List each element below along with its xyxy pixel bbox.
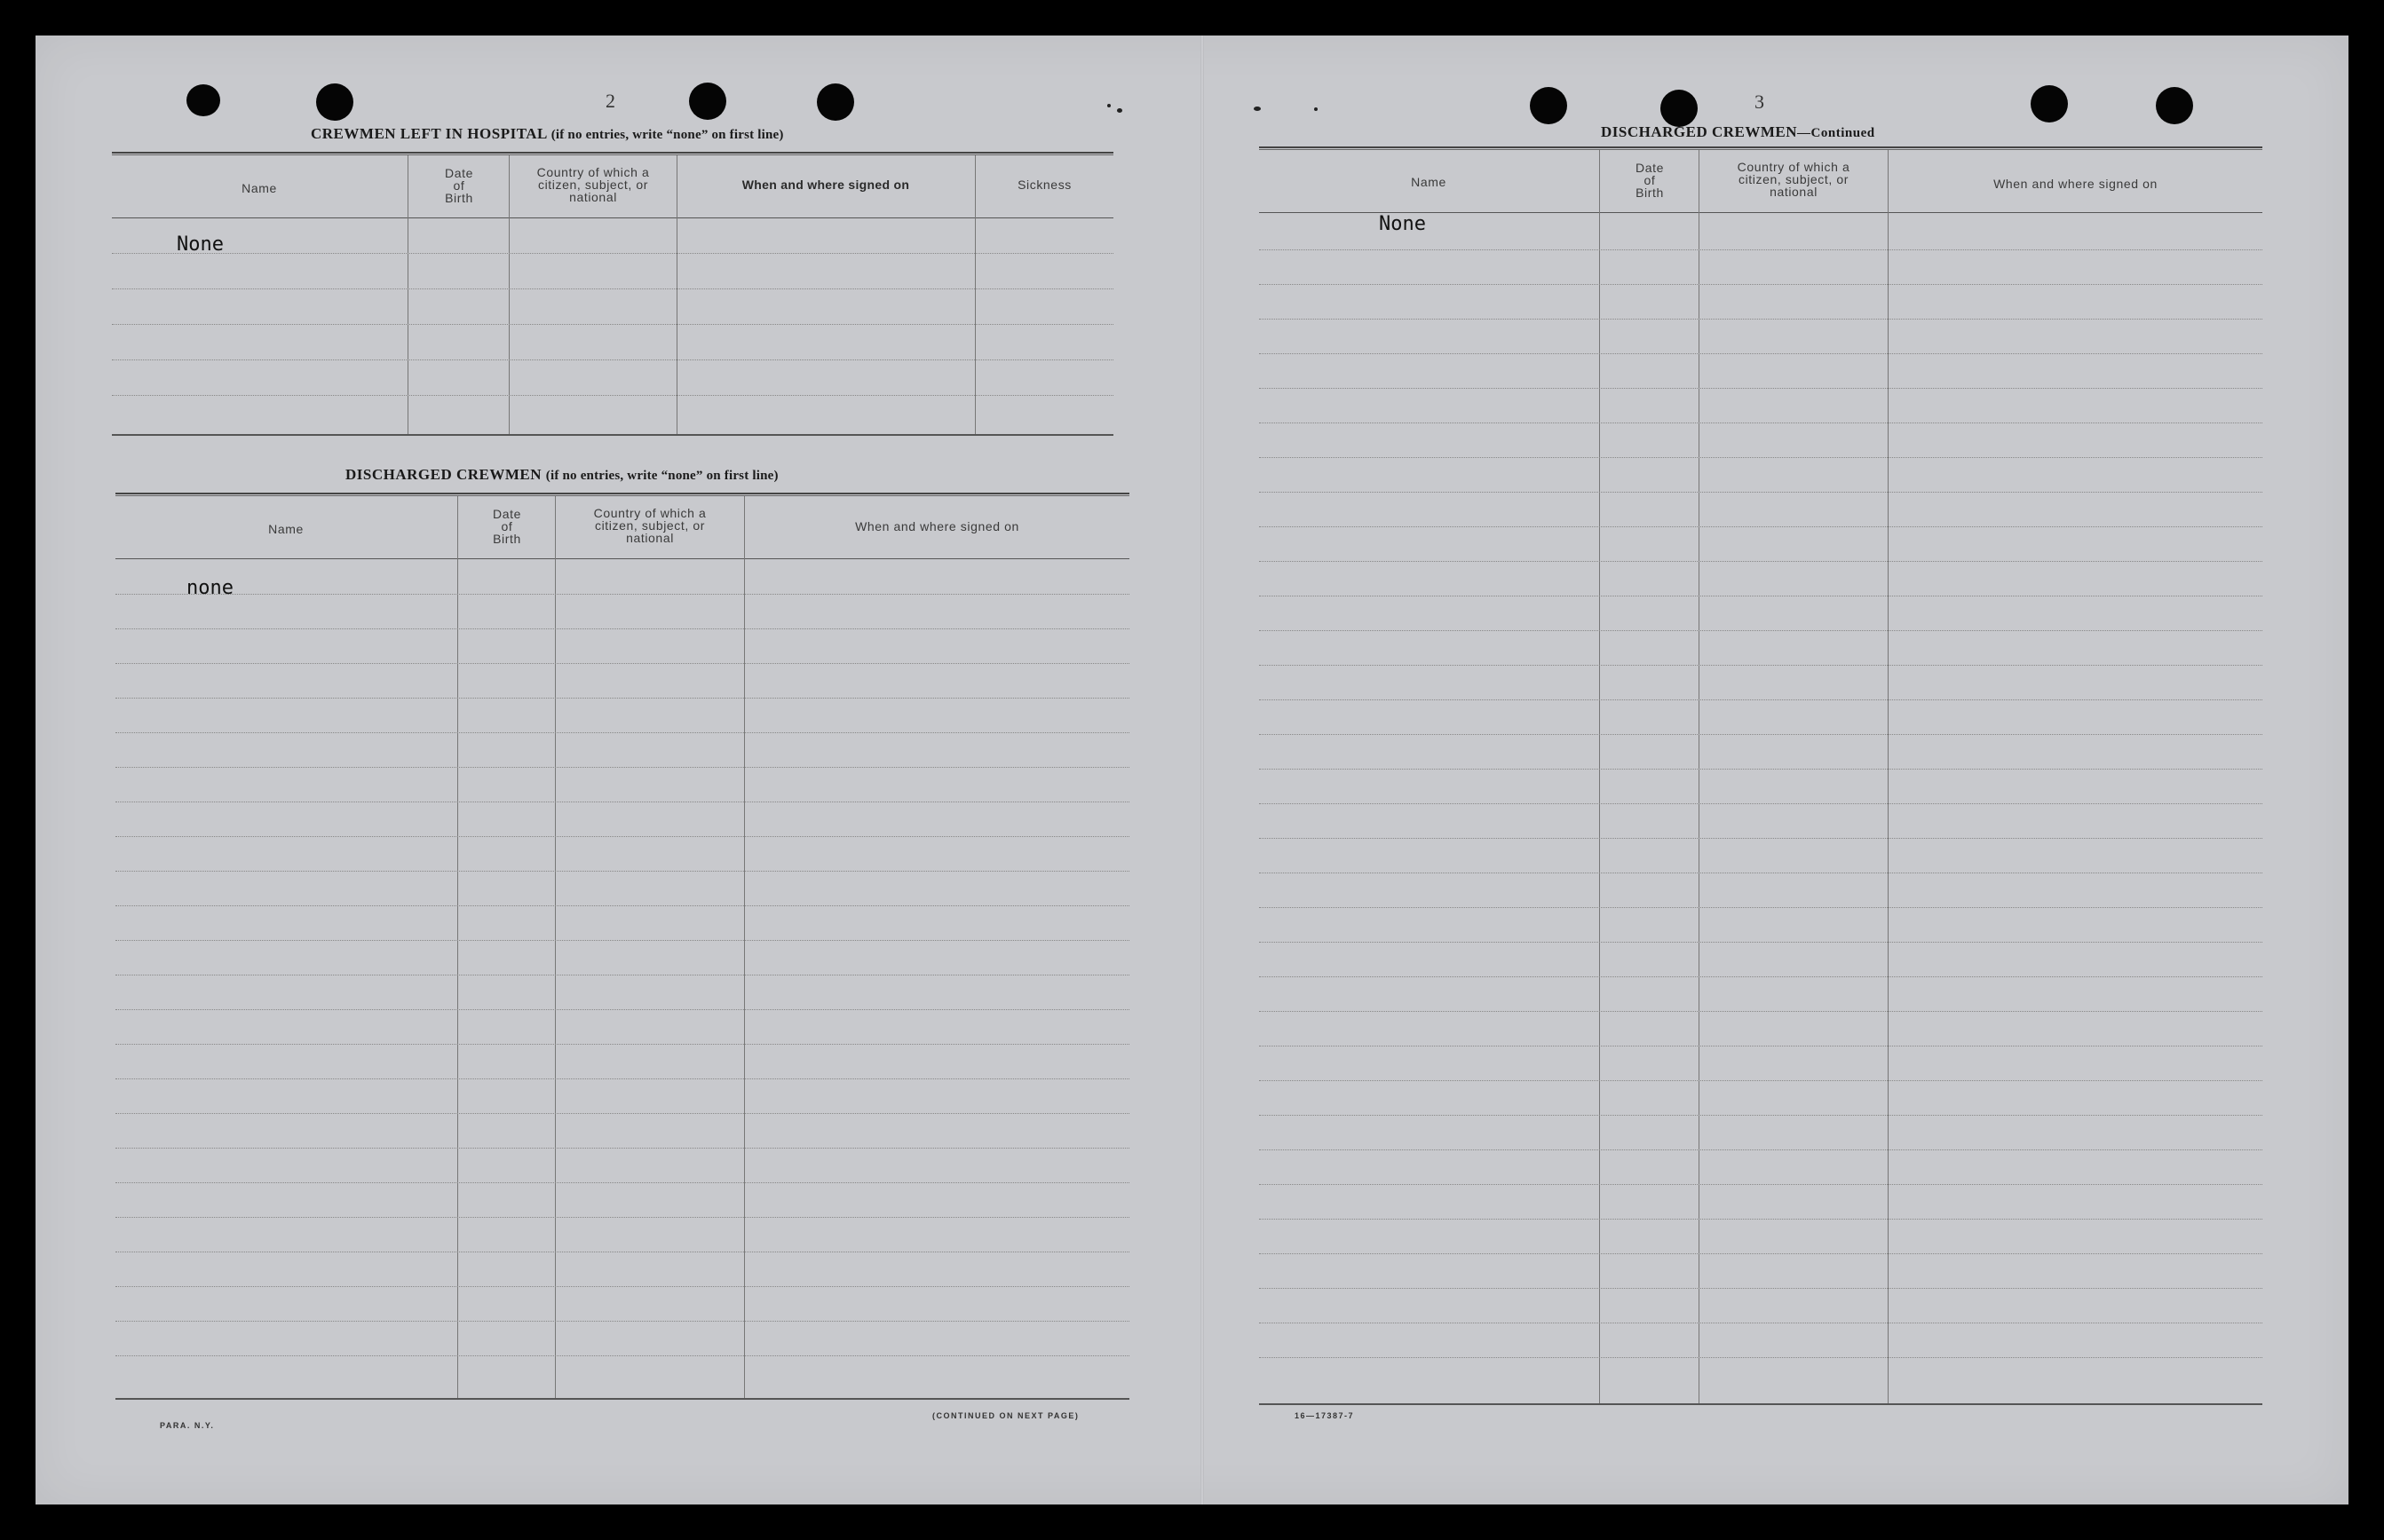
row-rule <box>1259 319 2262 320</box>
column-header-signed-on: When and where signed on <box>855 519 1019 533</box>
row-rule <box>1259 1184 2262 1185</box>
row-rule <box>115 1355 1129 1356</box>
hospital-instruction: (if no entries, write “none” on first line) <box>550 128 784 142</box>
discharged-continued-first-entry: None <box>1379 213 1426 235</box>
speck <box>1117 108 1122 113</box>
speck <box>1107 104 1111 107</box>
continued-label: —Continued <box>1797 126 1875 140</box>
row-rule <box>1259 803 2262 804</box>
row-rule <box>1259 769 2262 770</box>
row-rule <box>115 1044 1129 1045</box>
printer-mark: PARA. N.Y. <box>160 1421 215 1430</box>
row-rule <box>112 359 1113 360</box>
row-rule <box>115 1148 1129 1149</box>
row-rule <box>1259 942 2262 943</box>
row-rule <box>1259 665 2262 666</box>
punch-hole <box>1660 90 1698 127</box>
row-rule <box>115 940 1129 941</box>
row-rule <box>1259 388 2262 389</box>
row-rule <box>1259 492 2262 493</box>
column-header-name: Name <box>268 522 304 536</box>
column-header-signed-on: When and where signed on <box>1993 177 2158 191</box>
column-header-signed-on: When and where signed on <box>741 178 910 192</box>
row-rule <box>1259 249 2262 250</box>
row-rule <box>1259 457 2262 458</box>
column-header-date-of-birth: Date of Birth <box>1636 161 1664 200</box>
discharged-first-entry: none <box>186 577 234 599</box>
header-rule <box>115 558 1129 559</box>
discharged-title: DISCHARGED CREWMEN <box>345 466 543 483</box>
row-rule <box>1259 734 2262 735</box>
column-header-sickness: Sickness <box>1018 178 1072 192</box>
row-rule <box>1259 1080 2262 1081</box>
row-rule <box>115 1286 1129 1287</box>
hospital-first-entry: None <box>177 233 224 256</box>
row-rule <box>1259 1115 2262 1116</box>
punch-hole <box>2156 87 2193 124</box>
column-divider <box>509 155 510 434</box>
row-rule <box>115 698 1129 699</box>
row-rule <box>115 594 1129 595</box>
punch-hole <box>186 84 220 116</box>
column-divider <box>555 496 556 1400</box>
row-rule <box>115 732 1129 733</box>
row-rule <box>115 767 1129 768</box>
continued-note: (CONTINUED ON NEXT PAGE) <box>932 1411 1080 1420</box>
row-rule <box>115 871 1129 872</box>
column-divider <box>744 496 745 1400</box>
column-header-country: Country of which a citizen, subject, or national <box>1737 160 1850 199</box>
speck <box>1314 107 1318 111</box>
row-rule <box>115 1217 1129 1218</box>
table-top-rule <box>1259 146 2262 150</box>
row-rule <box>1259 630 2262 631</box>
column-divider <box>1888 150 1889 1403</box>
table-top-rule <box>112 152 1113 155</box>
row-rule <box>1259 1219 2262 1220</box>
punch-hole <box>1530 87 1567 124</box>
hospital-section-title <box>311 125 784 143</box>
row-rule <box>112 253 1113 254</box>
column-header-name: Name <box>242 181 277 195</box>
hospital-table <box>112 152 1113 437</box>
row-rule <box>115 663 1129 664</box>
form-number: 16—17387-7 <box>1295 1411 1355 1420</box>
row-rule <box>115 628 1129 629</box>
discharged-continued-title <box>1601 123 1875 141</box>
page-number: 2 <box>606 90 615 112</box>
page-number: 3 <box>1754 91 1764 113</box>
page-gutter <box>1200 36 1204 1504</box>
column-header-date-of-birth: Date of Birth <box>493 507 521 546</box>
punch-hole <box>689 83 726 120</box>
row-rule <box>115 1009 1129 1010</box>
row-rule <box>112 324 1113 325</box>
row-rule <box>115 905 1129 906</box>
table-top-rule <box>115 493 1129 496</box>
row-rule <box>115 836 1129 837</box>
row-rule <box>112 395 1113 396</box>
column-header-date-of-birth: Date of Birth <box>445 166 473 205</box>
row-rule <box>1259 1357 2262 1358</box>
row-rule <box>1259 699 2262 700</box>
column-header-name: Name <box>1411 175 1446 189</box>
punch-hole <box>316 83 353 121</box>
row-rule <box>1259 561 2262 562</box>
row-rule <box>1259 976 2262 977</box>
discharged-table <box>115 493 1129 1402</box>
discharged-continued-table <box>1259 146 2262 1407</box>
row-rule <box>115 1113 1129 1114</box>
header-rule <box>112 217 1113 218</box>
discharged-instruction: (if no entries, write “none” on first line) <box>545 469 779 483</box>
table-bottom-rule <box>1259 1403 2262 1405</box>
table-bottom-rule <box>115 1398 1129 1400</box>
column-header-country: Country of which a citizen, subject, or national <box>536 165 650 204</box>
table-bottom-rule <box>112 434 1113 436</box>
row-rule <box>1259 838 2262 839</box>
row-rule <box>115 1078 1129 1079</box>
hospital-title: CREWMEN LEFT IN HOSPITAL <box>311 125 547 142</box>
column-divider <box>457 496 458 1400</box>
column-divider <box>1599 150 1600 1403</box>
column-divider <box>975 155 976 434</box>
row-rule <box>115 1321 1129 1322</box>
row-rule <box>1259 1288 2262 1289</box>
discharged-section-title <box>345 466 779 484</box>
row-rule <box>1259 1149 2262 1150</box>
discharged-continued-main: DISCHARGED CREWMEN <box>1601 123 1798 140</box>
punch-hole <box>817 83 854 121</box>
row-rule <box>1259 353 2262 354</box>
row-rule <box>1259 526 2262 527</box>
row-rule <box>1259 907 2262 908</box>
row-rule <box>1259 284 2262 285</box>
row-rule <box>112 288 1113 289</box>
column-header-country: Country of which a citizen, subject, or national <box>593 506 707 545</box>
row-rule <box>1259 1011 2262 1012</box>
punch-hole <box>2031 85 2068 122</box>
row-rule <box>115 1182 1129 1183</box>
speck <box>1254 107 1261 111</box>
row-rule <box>1259 1253 2262 1254</box>
